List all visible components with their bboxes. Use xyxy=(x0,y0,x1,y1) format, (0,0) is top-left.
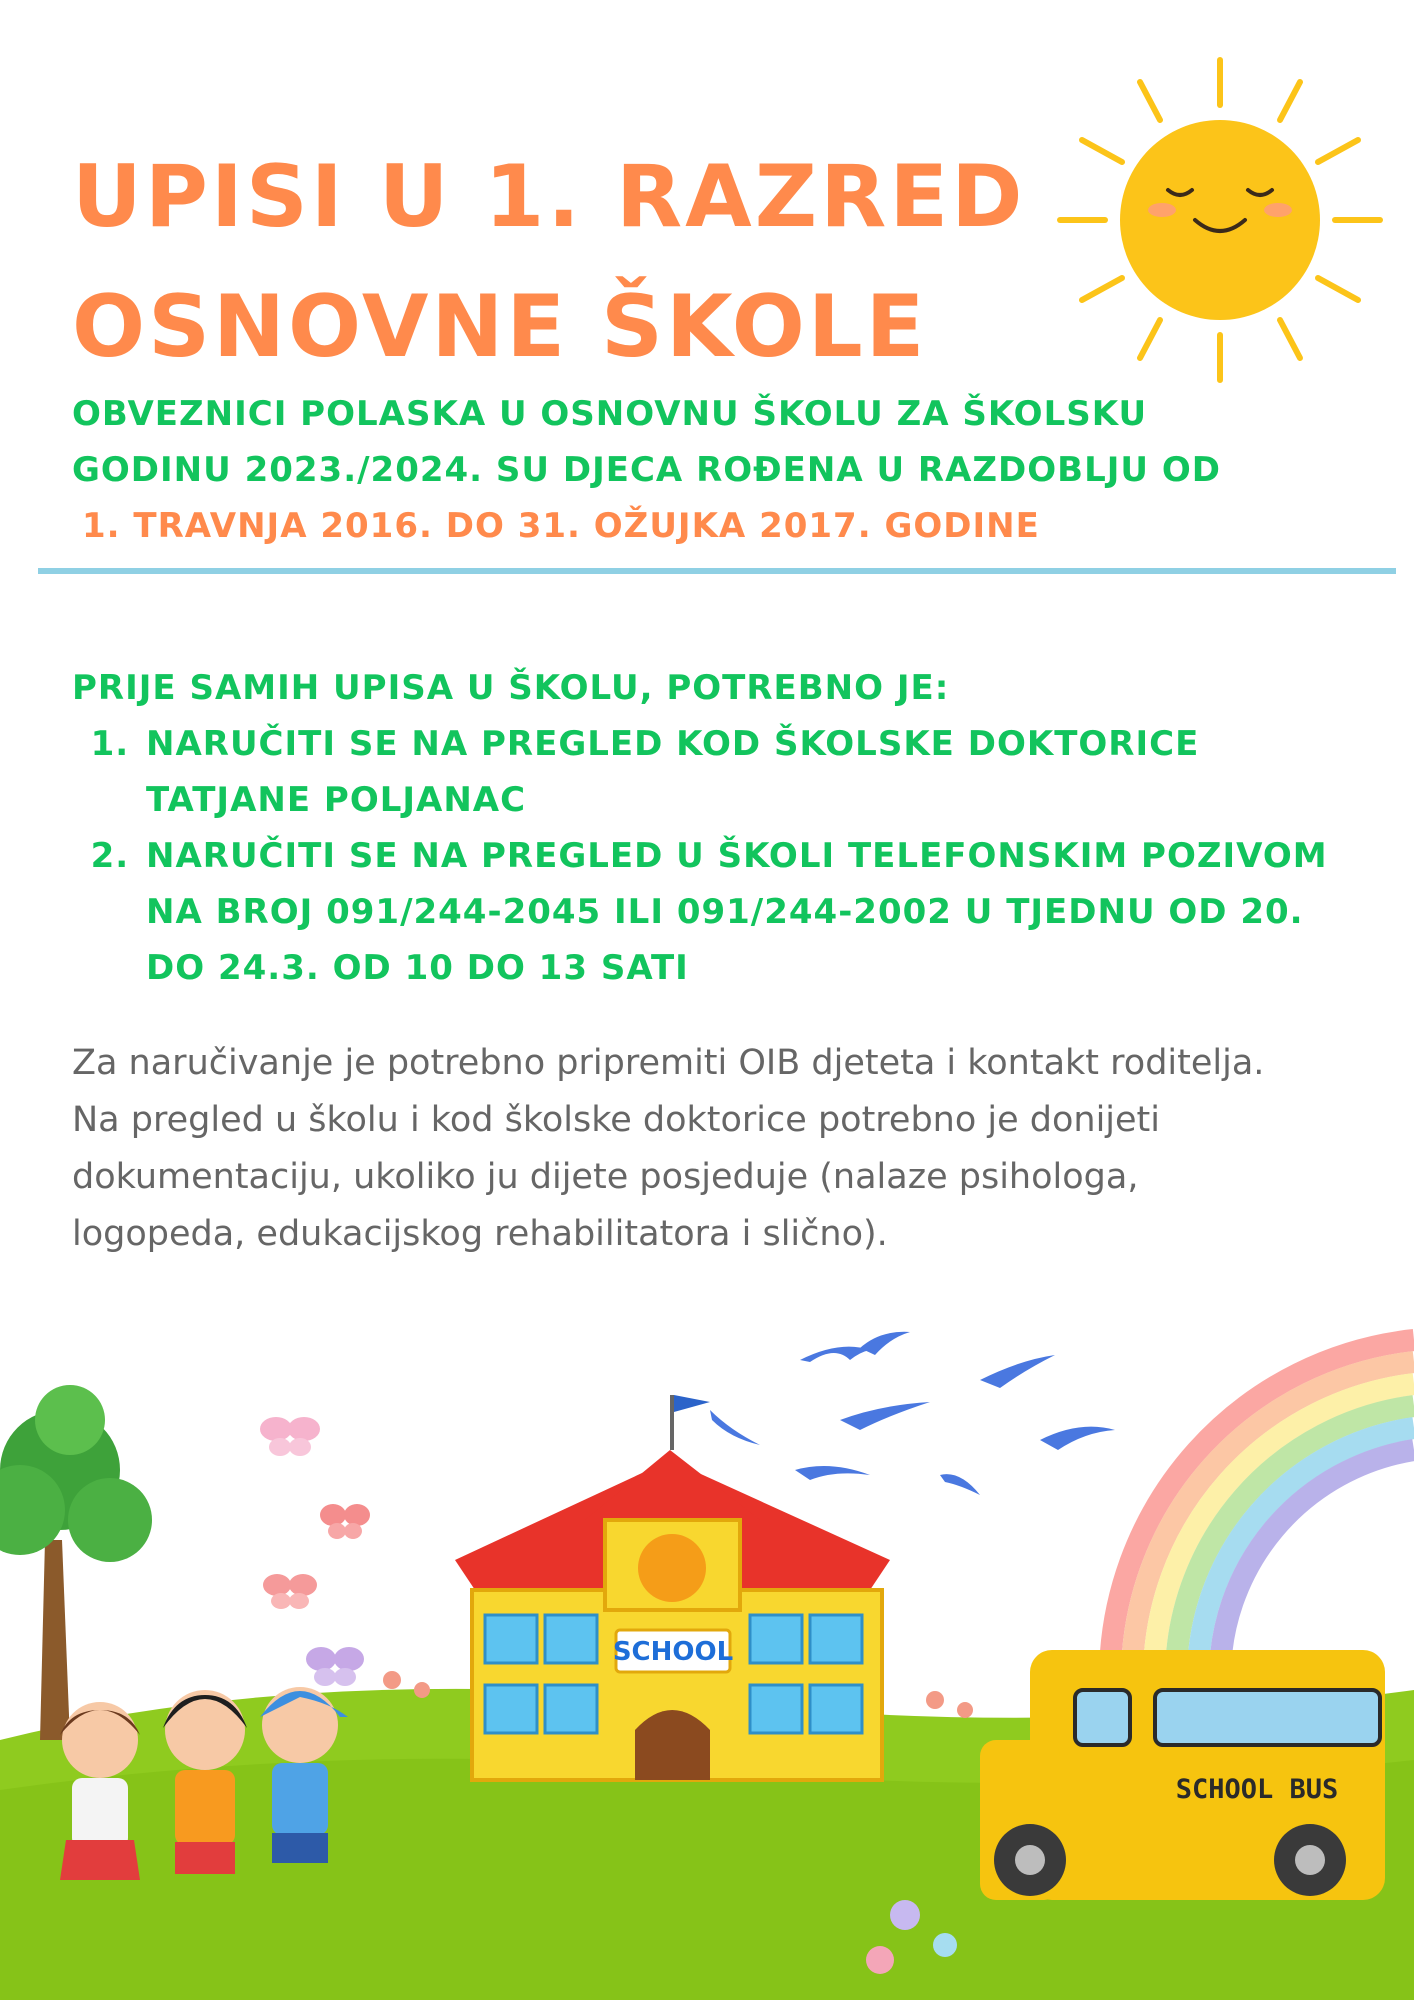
section-divider xyxy=(38,568,1396,574)
school-sign: SCHOOL xyxy=(612,1637,734,1667)
school-bus xyxy=(980,1650,1385,1900)
title-line-2: OSNOVNE ŠKOLE xyxy=(72,277,928,377)
instructions-line-3: dokumentaciju, ukoliko ju dijete posjeduje (nalaze psihologa, xyxy=(72,1157,1139,1197)
children xyxy=(60,1687,348,1880)
instructions-line-1: Za naručivanje je potrebno pripremiti OIB djeteta i kontakt roditelja. xyxy=(72,1043,1265,1083)
tree xyxy=(0,1385,152,1740)
preparation-item-2: 2. NARUČITI SE NA PREGLED U ŠKOLI TELEFONSKIM POZIVOM NA BROJ 091/244-2045 ILI 091/244-2002 U TJEDNU OD 20. DO 24.3. OD 10 DO 13 SATI xyxy=(142,828,1372,996)
instructions-line-2: Na pregled u školu i kod školske doktorice potrebno je donijeti xyxy=(72,1100,1161,1140)
birds xyxy=(710,1332,1115,1495)
rainbow xyxy=(1110,1340,1414,1680)
title-line-1: UPISI U 1. RAZRED xyxy=(72,147,1026,247)
preparation-item-1: 1. NARUČITI SE NA PREGLED KOD ŠKOLSKE DOKTORICE TATJANE POLJANAC xyxy=(142,716,1372,828)
school-building xyxy=(455,1395,890,1780)
intro-line-1: OBVEZNICI POLASKA U OSNOVNU ŠKOLU ZA ŠKOLSKU xyxy=(72,394,1148,434)
intro-date-range: 1. TRAVNJA 2016. DO 31. OŽUJKA 2017. GODINE xyxy=(82,506,1040,546)
intro-paragraph xyxy=(72,386,1221,554)
preparation-list xyxy=(72,716,1372,996)
instructions-line-4: logopeda, edukacijskog rehabilitatora i slično). xyxy=(72,1214,888,1254)
page-title xyxy=(72,132,1025,392)
butterflies xyxy=(260,1417,370,1686)
sun-face xyxy=(1120,120,1320,320)
instructions-paragraph xyxy=(72,1035,1362,1263)
preparation-heading: PRIJE SAMIH UPISA U ŠKOLU, POTREBNO JE: xyxy=(72,668,950,708)
bus-label: SCHOOL BUS xyxy=(1175,1774,1339,1805)
school-scene-illustration xyxy=(0,1270,1414,2000)
sun-illustration xyxy=(1050,50,1390,390)
preparation-section xyxy=(72,660,1372,996)
intro-line-2: GODINU 2023./2024. SU DJECA ROĐENA U RAZDOBLJU OD xyxy=(72,450,1221,490)
